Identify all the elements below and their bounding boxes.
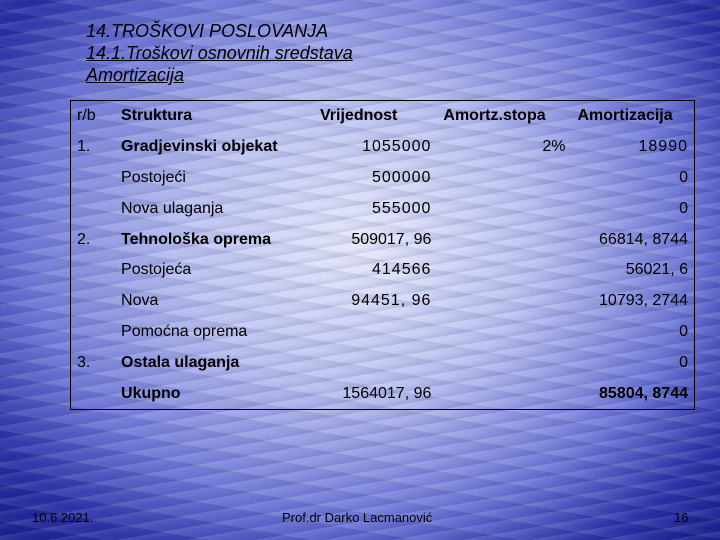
slide-subtitle-2: Amortizacija — [86, 65, 185, 85]
cell-vrijednost: 509017, 96 — [351, 230, 432, 248]
cell-stopa — [437, 286, 571, 317]
header-amortizacija: Amortizacija — [577, 107, 673, 125]
table-row — [71, 378, 695, 409]
cell-rb — [71, 378, 116, 409]
table-row — [71, 163, 695, 194]
cell-stopa — [437, 255, 571, 286]
amortization-table — [70, 100, 695, 410]
cell-struktura: Pomoćna oprema — [121, 322, 248, 340]
cell-rb — [71, 317, 116, 348]
table-row — [71, 132, 695, 163]
cell-vrijednost: 500000 — [372, 169, 432, 186]
cell-struktura: Tehnološka oprema — [121, 230, 271, 248]
cell-amortizacija: 10793, 2744 — [599, 292, 688, 310]
cell-amortizacija: 0 — [679, 322, 688, 340]
cell-vrijednost: 555000 — [372, 199, 432, 217]
cell-rb — [71, 193, 116, 224]
cell-stopa: 2% — [542, 138, 566, 156]
cell-rb — [71, 286, 116, 317]
cell-stopa — [437, 193, 571, 224]
cell-struktura: Postojeći — [121, 169, 186, 186]
table-row — [71, 193, 695, 224]
slide-titles — [86, 20, 353, 86]
header-stopa: Amortz.stopa — [443, 107, 546, 125]
cell-rb: 1. — [77, 138, 91, 156]
cell-rb — [71, 163, 116, 194]
cell-amortizacija: 56021, 6 — [625, 261, 688, 279]
cell-amortizacija: 66814, 8744 — [599, 230, 688, 248]
cell-amortizacija: 0 — [679, 169, 688, 186]
cell-stopa — [437, 224, 571, 255]
cell-stopa — [437, 163, 571, 194]
cell-stopa — [437, 378, 571, 409]
cell-stopa — [437, 317, 571, 348]
cell-vrijednost: 1564017, 96 — [342, 384, 432, 402]
table-row — [71, 255, 695, 286]
cell-struktura: Postojeća — [121, 261, 192, 279]
slide-subtitle: 14.1.Troškovi osnovnih sredstava — [86, 43, 353, 63]
cell-struktura: Nova ulaganja — [121, 199, 224, 217]
cell-rb: 3. — [77, 353, 91, 371]
cell-amortizacija: 85804, 8744 — [599, 384, 688, 402]
cell-vrijednost: 414566 — [372, 261, 432, 279]
header-struktura: Struktura — [121, 107, 193, 125]
footer-author: Prof.dr Darko Lacmanović — [282, 510, 433, 525]
cell-amortizacija: 0 — [679, 199, 688, 217]
cell-vrijednost: 1055000 — [362, 138, 432, 156]
header-rb: r/b — [77, 107, 96, 125]
cell-amortizacija: 18990 — [638, 138, 688, 156]
cell-struktura: Nova — [121, 292, 159, 310]
cell-struktura: Gradjevinski objekat — [121, 138, 278, 156]
cell-rb: 2. — [77, 230, 91, 248]
header-vrijednost: Vrijednost — [320, 107, 398, 125]
slide-title: 14.TROŠKOVI POSLOVANJA — [86, 21, 329, 41]
cell-vrijednost: 94451, 96 — [351, 292, 432, 310]
table-row — [71, 224, 695, 255]
cell-struktura: Ostala ulaganja — [121, 353, 240, 371]
footer-page-number: 16 — [674, 510, 689, 525]
cell-amortizacija: 0 — [679, 353, 688, 371]
footer-date: 10.6.2021. — [32, 510, 94, 525]
cell-rb — [71, 255, 116, 286]
table-row — [71, 317, 695, 348]
table-row — [71, 347, 695, 378]
cell-stopa — [437, 347, 571, 378]
cell-struktura: Ukupno — [121, 384, 181, 402]
table-row — [71, 286, 695, 317]
cell-vrijednost — [314, 317, 437, 348]
table-header-row — [71, 101, 695, 132]
cell-vrijednost — [314, 347, 437, 378]
